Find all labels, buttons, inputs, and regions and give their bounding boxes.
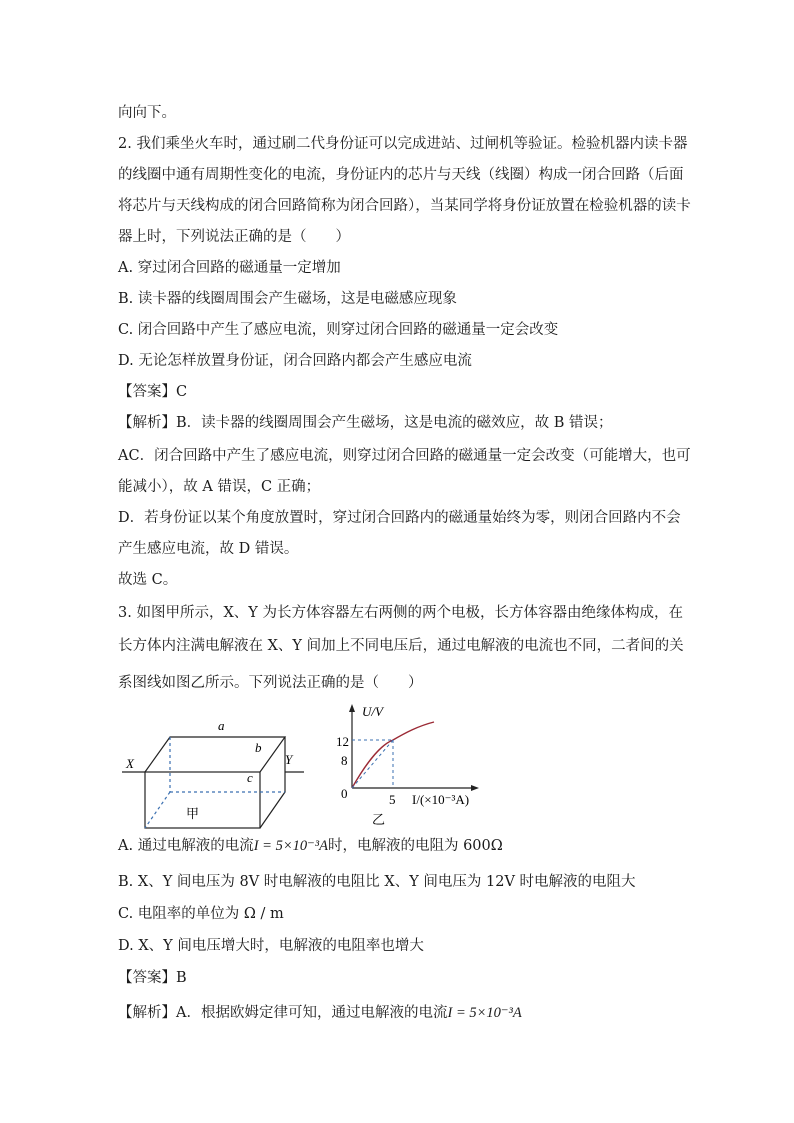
box-top-face bbox=[145, 737, 285, 772]
option-b: B. 读卡器的线圈周围会产生磁场，这是电磁感应现象 bbox=[118, 291, 457, 307]
y-tick-8: 8 bbox=[341, 753, 348, 768]
caption-jia: 甲 bbox=[186, 807, 200, 822]
answer-label: 【答案】C bbox=[118, 384, 188, 400]
analysis-line: D．若身份证以某个角度放置时，穿过闭合回路内的磁通量始终为零，则闭合回路内不会 bbox=[118, 510, 681, 526]
y-axis-arrow bbox=[349, 704, 355, 712]
option-b: B. X、Y 间电压为 8V 时电解液的电阻比 X、Y 间电压为 12V 时电解液的电阻大 bbox=[118, 874, 636, 890]
x-axis-arrow bbox=[471, 785, 479, 791]
text-line: 器上时，下列说法正确的是（ ） bbox=[118, 229, 350, 245]
y-tick-12: 12 bbox=[336, 734, 349, 749]
y-axis-label: U/V bbox=[362, 704, 383, 719]
analysis-math: I = 5×10⁻³A bbox=[447, 1005, 522, 1021]
box-front-face bbox=[145, 772, 260, 828]
dash-tangent bbox=[352, 740, 393, 788]
text-line: 将芯片与天线构成的闭合回路简称为闭合回路），当某同学将身份证放置在检验机器的读卡 bbox=[118, 198, 691, 214]
option-a-math: I = 5×10⁻³A bbox=[253, 838, 328, 854]
hidden-edge bbox=[145, 792, 170, 828]
option-d: D. X、Y 间电压增大时，电解液的电阻率也增大 bbox=[118, 938, 424, 954]
option-a: A. 穿过闭合回路的磁通量一定增加 bbox=[118, 260, 341, 276]
analysis-line: AC．闭合回路中产生了感应电流，则穿过闭合回路的磁通量一定会改变（可能增大，也可 bbox=[118, 448, 691, 464]
option-d: D. 无论怎样放置身份证，闭合回路内都会产生感应电流 bbox=[118, 353, 472, 369]
box-side-face bbox=[260, 737, 285, 828]
label-a: a bbox=[218, 718, 225, 733]
origin-label: 0 bbox=[341, 786, 348, 801]
caption-yi: 乙 bbox=[372, 813, 386, 828]
analysis-line bbox=[118, 1003, 522, 1023]
x-tick-5: 5 bbox=[389, 792, 396, 807]
label-x: X bbox=[126, 756, 134, 771]
text-line: 长方体内注满电解液在 X、Y 间加上不同电压后，通过电解液的电流也不同，二者间的关 bbox=[118, 638, 684, 654]
option-c: C. 闭合回路中产生了感应电流，则穿过闭合回路的磁通量一定会改变 bbox=[118, 322, 559, 338]
analysis-line: 【解析】B．读卡器的线圈周围会产生磁场，这是电流的磁效应，故 B 错误； bbox=[118, 415, 613, 431]
option-c: C. 电阻率的单位为 Ω / m bbox=[118, 906, 284, 922]
option-a-text: A. 通过电解液的电流 bbox=[118, 838, 254, 854]
label-y: Y bbox=[285, 752, 293, 767]
x-axis-label: I/(×10⁻³A) bbox=[412, 792, 470, 807]
analysis-line: 能减小），故 A 错误，C 正确； bbox=[118, 479, 321, 495]
option-a-text-end: 时，电解液的电阻为 600Ω bbox=[327, 838, 503, 854]
container-diagram bbox=[122, 737, 304, 828]
analysis-text: 【解析】A．根据欧姆定律可知，通过电解液的电流 bbox=[118, 1005, 448, 1021]
question-2-stem: 2. 我们乘坐火车时，通过刷二代身份证可以完成进站、过闸机等验证。检验机器内读卡器 bbox=[118, 136, 688, 152]
question-3-stem: 3. 如图甲所示，X、Y 为长方体容器左右两侧的两个电极，长方体容器由绝缘体构成，在 bbox=[118, 605, 683, 621]
option-a bbox=[118, 836, 503, 856]
conclusion-line: 故选 C。 bbox=[118, 572, 178, 588]
label-b: b bbox=[255, 740, 262, 755]
text-line: 的线圈中通有周期性变化的电流，身份证内的芯片与天线（线圈）构成一闭合回路（后面 bbox=[118, 167, 684, 183]
analysis-line: 产生感应电流，故 D 错误。 bbox=[118, 541, 299, 557]
label-c: c bbox=[247, 770, 253, 785]
figure bbox=[0, 700, 794, 830]
text-line: 向向下。 bbox=[118, 105, 176, 121]
text-line: 系图线如图乙所示。下列说法正确的是（ ） bbox=[118, 675, 423, 691]
answer-label: 【答案】B bbox=[118, 970, 187, 986]
